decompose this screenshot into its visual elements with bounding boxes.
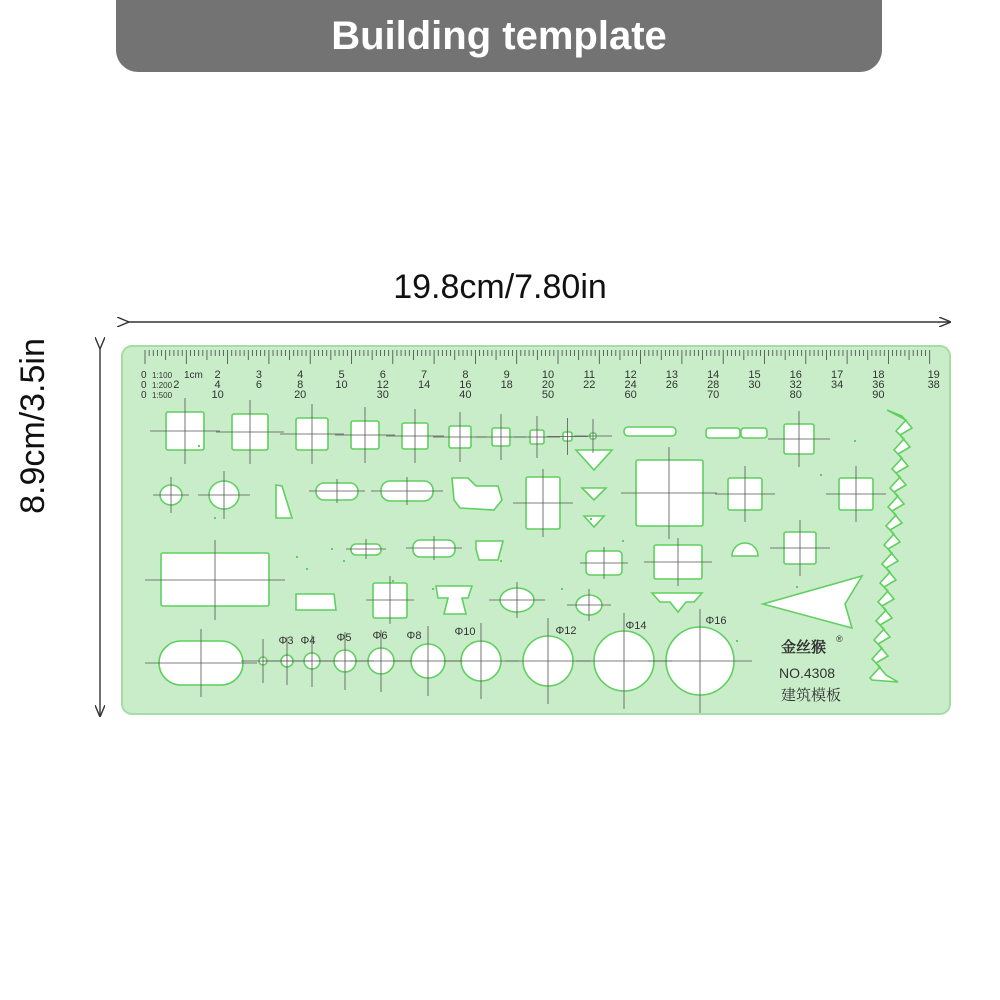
alignment-dot: [331, 548, 333, 550]
scale-unit-label: 1cm: [184, 370, 203, 381]
scale-1-100-value: 16: [789, 369, 802, 381]
scale-1-200-value: 6: [255, 379, 262, 391]
scale-1-500-value: 60: [624, 389, 637, 401]
scale-1-200-value: 28: [707, 379, 720, 391]
alignment-dot: [343, 560, 345, 562]
scale-1-500-value: 20: [294, 389, 307, 401]
alignment-dot: [622, 540, 624, 542]
scale-1-200-value: 24: [624, 379, 637, 391]
alignment-dot: [392, 580, 394, 582]
scale-1-100-value: 19: [927, 369, 940, 381]
scale-1-200-value: 26: [665, 379, 679, 391]
model-number: NO.4308: [779, 665, 836, 681]
scale-1-200-value: 14: [417, 379, 431, 391]
scale-1-200-value: 18: [500, 379, 513, 391]
scale-1-100-value: 8: [462, 369, 469, 381]
scale-1-100-value: 17: [830, 369, 844, 381]
registered-mark: ®: [836, 634, 843, 644]
alignment-dot: [854, 440, 856, 442]
scale-1-100-value: 12: [624, 369, 637, 381]
circle-diameter-label: Φ3: [278, 635, 294, 647]
scale-1-100-value: 2: [214, 369, 221, 381]
circle-diameter-label: Φ12: [555, 625, 577, 637]
bathtub-cutout: [296, 594, 336, 610]
banner-title: Building template: [331, 13, 667, 58]
scale-1-200-value: 10: [335, 379, 348, 391]
scale-ratio-label: 1:500: [152, 391, 173, 400]
sink-cutout: [476, 541, 503, 560]
scale-1-200-value: 2: [173, 379, 180, 391]
scale-zero: 0: [141, 390, 147, 401]
scale-ratio-label: 1:100: [152, 371, 173, 380]
scale-1-100-value: 15: [748, 369, 761, 381]
scale-1-100-value: 11: [583, 369, 596, 381]
scale-1-200-value: 22: [583, 379, 596, 391]
circle-diameter-label: Φ6: [372, 630, 388, 642]
circle-diameter-label: Φ8: [406, 630, 422, 642]
circle-diameter-label: Φ14: [625, 620, 647, 632]
scale-1-200-value: 36: [872, 379, 885, 391]
scale-1-500-value: 40: [459, 389, 472, 401]
scale-1-100-value: 14: [707, 369, 720, 381]
scale-1-200-value: 38: [927, 379, 940, 391]
alignment-dot: [590, 518, 592, 520]
slot-cutout: [741, 428, 767, 438]
scale-ratio-label: 1:200: [152, 381, 173, 390]
scale-1-500-value: 70: [707, 389, 720, 401]
scale-1-200-value: 4: [214, 379, 221, 391]
scale-1-100-value: 3: [255, 369, 262, 381]
scale-1-500-value: 80: [789, 389, 802, 401]
scale-1-100-value: 7: [421, 369, 428, 381]
scale-1-100-value: 13: [665, 369, 679, 381]
alignment-dot: [736, 640, 738, 642]
scale-1-500-value: 10: [211, 389, 224, 401]
scale-1-500-value: 50: [541, 389, 555, 401]
product-name-cn: 建筑模板: [781, 687, 842, 704]
circle-diameter-label: Φ16: [705, 615, 727, 627]
scale-1-200-value: 8: [297, 379, 304, 391]
scale-1-200-value: 32: [789, 379, 802, 391]
scale-1-100-value: 10: [541, 369, 555, 381]
scale-zero: 0: [141, 370, 147, 381]
width-dimension-label: 19.8cm/7.80in: [393, 268, 607, 306]
alignment-dot: [198, 445, 200, 447]
scale-1-100-value: 18: [872, 369, 885, 381]
scale-1-500-value: 30: [376, 389, 389, 401]
alignment-dot: [432, 588, 434, 590]
scale-1-100-value: 9: [503, 369, 510, 381]
alignment-dot: [500, 560, 502, 562]
circle-diameter-label: Φ5: [336, 632, 352, 644]
slot-cutout: [624, 427, 676, 436]
scale-1-100-value: 5: [338, 369, 345, 381]
height-dimension-label: 8.9cm/3.5in: [14, 338, 52, 514]
alignment-dot: [796, 586, 798, 588]
alignment-dot: [296, 556, 298, 558]
scale-zero: 0: [141, 380, 147, 391]
slot-cutout: [706, 428, 740, 438]
alignment-dot: [214, 517, 216, 519]
alignment-dot: [820, 474, 822, 476]
scale-1-200-value: 30: [748, 379, 761, 391]
scale-1-200-value: 34: [830, 379, 844, 391]
alignment-dot: [306, 568, 308, 570]
scale-1-200-value: 16: [459, 379, 472, 391]
circle-diameter-label: Φ10: [454, 626, 476, 638]
scale-1-100-value: 6: [379, 369, 386, 381]
alignment-dot: [561, 588, 563, 590]
circle-diameter-label: Φ4: [300, 635, 316, 647]
scale-1-200-value: 20: [541, 379, 555, 391]
scale-1-500-value: 90: [872, 389, 885, 401]
brand-logo: 金丝猴: [781, 639, 827, 656]
scale-1-100-value: 4: [297, 369, 304, 381]
scale-1-200-value: 12: [376, 379, 389, 391]
